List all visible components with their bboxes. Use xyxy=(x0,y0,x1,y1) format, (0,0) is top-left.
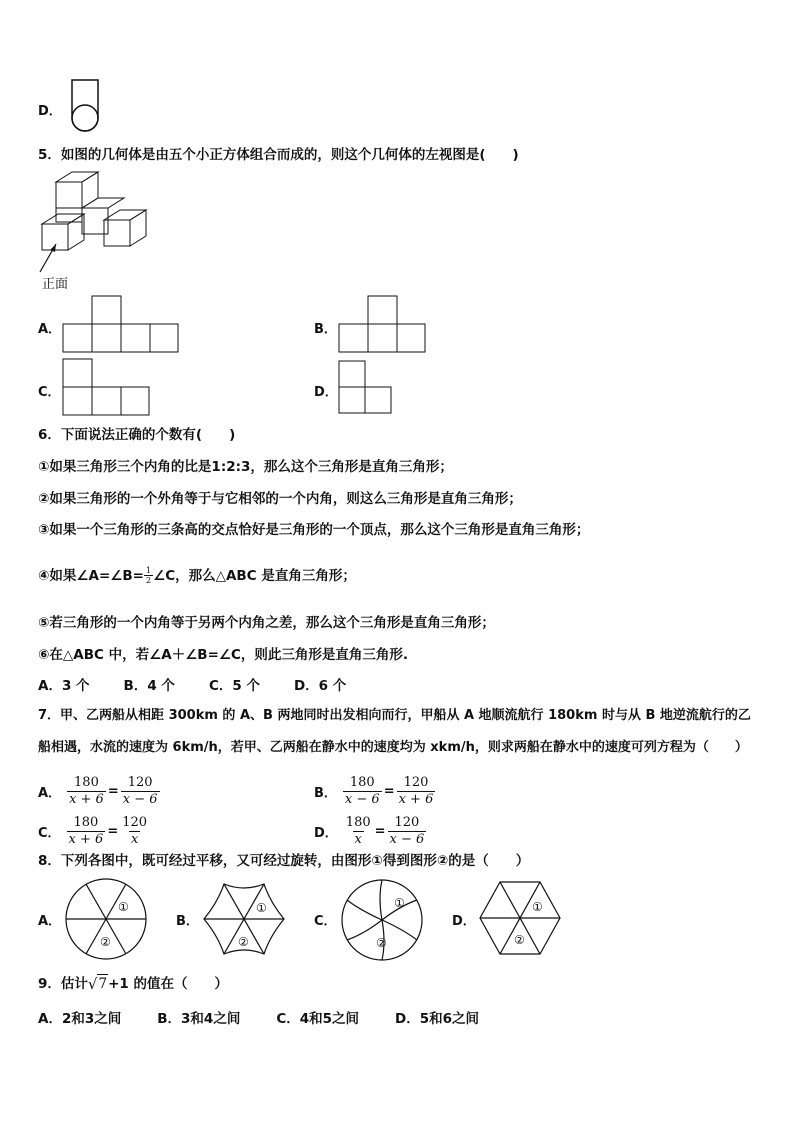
q9-stem-post: +1 的值在（ ） xyxy=(108,976,228,992)
q7-stem-line1: 7．甲、乙两船从相距 300km 的 A、B 两地同时出发相向而行，甲船从 A 地顺流航行 180km 时与从 B 地逆流航行的乙 xyxy=(38,708,751,723)
q5-option-d-figure xyxy=(338,358,398,418)
q7-option-d-equation: $\frac{180}{x}$ = $\frac{120}{x - 6}$ xyxy=(345,815,425,847)
q6-s4-post: ∠C，那么△ABC 是直角三角形； xyxy=(153,567,356,584)
q5-stem: 5．如图的几何体是由五个小正方体组合而成的，则这个几何体的左视图是( ) xyxy=(38,147,519,163)
q7-option-a[interactable] xyxy=(38,775,160,808)
q7-a-right-den: x − 6 xyxy=(122,792,158,807)
q6-option-a[interactable]: A．3 个 xyxy=(38,678,90,694)
q6-s4-fraction xyxy=(144,566,153,585)
q7-option-b[interactable] xyxy=(314,775,435,808)
q8-stem: 8．下列各图中，既可经过平移，又可经过旋转，由图形①得到图形②的是（ ） xyxy=(38,853,530,869)
q7-option-a-equation: $\frac{180}{x + 6}$ = $\frac{120}{x - 6}$ xyxy=(69,775,158,807)
q8-d-mark-1: ① xyxy=(532,900,543,914)
q6-s4-pre: ④如果∠A=∠B= xyxy=(38,567,144,584)
q9-option-a[interactable]: A．2和3之间 xyxy=(38,1011,122,1027)
q5-option-c-label[interactable]: C． xyxy=(38,385,61,400)
q6-s4-num: 1 xyxy=(146,566,152,575)
q7-option-c-label: C． xyxy=(38,826,61,841)
q7-a-right-num: 120 xyxy=(127,775,153,790)
q5-option-a-figure xyxy=(62,295,180,355)
q8-a-mark-1: ① xyxy=(118,900,129,914)
q6-options xyxy=(38,677,346,695)
q9-stem xyxy=(38,974,228,993)
q6-stem: 6．下面说法正确的个数有( ) xyxy=(38,427,236,443)
q8-b-mark-2: ② xyxy=(238,935,249,949)
q6-statement-1: ①如果三角形三个内角的比是1:2:3，那么这个三角形是直角三角形； xyxy=(38,459,453,475)
q7-option-d[interactable] xyxy=(314,815,426,848)
q7-b-right-num: 120 xyxy=(403,775,429,790)
q7-option-d-label: D． xyxy=(314,826,338,841)
q7-option-b-label: B． xyxy=(314,786,337,801)
q9-stem-pre: 9．估计 xyxy=(38,976,88,992)
q5-option-a-label[interactable]: A． xyxy=(38,322,62,337)
q5-option-d-label[interactable]: D． xyxy=(314,385,338,400)
q8-c-mark-1: ① xyxy=(394,896,405,910)
q7-d-left-den: x xyxy=(354,832,362,847)
q7-d-right-den: x − 6 xyxy=(389,832,425,847)
q8-d-mark-2: ② xyxy=(514,933,525,947)
q6-s4-den: 2 xyxy=(146,576,152,585)
q6-option-c[interactable]: C．5 个 xyxy=(208,678,260,694)
q6-statement-3: ③如果一个三角形的三条高的交点恰好是三角形的一个顶点，那么这个三角形是直角三角形； xyxy=(38,522,590,538)
q7-option-b-equation: $\frac{180}{x - 6}$ = $\frac{120}{x + 6}$ xyxy=(344,775,434,807)
q6-option-d[interactable]: D．6 个 xyxy=(293,678,347,694)
q7-option-c[interactable] xyxy=(38,815,149,848)
q9-radicand: 7 xyxy=(98,976,108,992)
q6-statement-2: ②如果三角形的一个外角等于与它相邻的一个内角，则这么三角形是直角三角形； xyxy=(38,491,522,507)
q8-a-mark-2: ② xyxy=(100,935,111,949)
q7-b-right-den: x + 6 xyxy=(398,792,434,807)
q9-option-c[interactable]: C．4和5之间 xyxy=(276,1011,360,1027)
q7-b-left-num: 180 xyxy=(349,775,375,790)
q6-statement-5: ⑤若三角形的一个内角等于另两个内角之差，那么这个三角形是直角三角形； xyxy=(38,615,495,631)
q8-c-mark-2: ② xyxy=(376,936,387,950)
q7-c-right-num: 120 xyxy=(122,815,148,830)
q8-b-mark-1: ① xyxy=(256,901,267,915)
q7-c-right-den: x xyxy=(130,832,139,847)
q7-a-left-den: x + 6 xyxy=(69,792,104,807)
q7-d-right-num: 120 xyxy=(394,815,420,830)
q7-option-c-equation: $\frac{180}{x + 6}$ = $\frac{120}{x}$ xyxy=(68,815,148,847)
q8-option-b-label[interactable]: B． xyxy=(176,914,199,929)
q9-sqrt: √ 7 xyxy=(87,975,108,993)
q4-option-d-figure xyxy=(68,78,102,134)
q8-option-c-label[interactable]: C． xyxy=(314,914,337,929)
q6-option-b[interactable]: B．4 个 xyxy=(123,678,175,694)
q6-statement-4 xyxy=(38,566,356,585)
q9-options xyxy=(38,1010,479,1028)
q7-c-left-den: x + 6 xyxy=(68,832,104,847)
q7-d-left-num: 180 xyxy=(345,815,371,830)
front-label: 正面 xyxy=(42,277,69,292)
q9-option-b[interactable]: B．3和4之间 xyxy=(157,1011,241,1027)
q8-option-a-label[interactable]: A． xyxy=(38,914,62,929)
q8-option-d-figure xyxy=(476,880,566,960)
q5-option-b-label[interactable]: B． xyxy=(314,322,337,337)
q9-option-d[interactable]: D．5和6之间 xyxy=(395,1011,480,1027)
q4-option-d-label: D． xyxy=(38,104,62,119)
q7-a-left-num: 180 xyxy=(74,775,99,790)
q5-option-c-figure xyxy=(62,358,152,418)
q8-option-d-label[interactable]: D． xyxy=(452,914,476,929)
q7-stem-line2: 船相遇，水流的速度为 6km/h，若甲、乙两船在静水中的速度均为 xkm/h，则求两船在静水中的速度可列方程为（ ） xyxy=(38,740,748,755)
q7-c-left-num: 180 xyxy=(73,815,99,830)
q5-option-b-figure xyxy=(338,295,428,355)
q7-option-a-label: A． xyxy=(38,786,62,801)
q6-statement-6: ⑥在△ABC 中，若∠A＋∠B=∠C，则此三角形是直角三角形. xyxy=(38,647,409,663)
q7-b-left-den: x − 6 xyxy=(344,792,380,807)
q5-solid-figure xyxy=(36,168,152,288)
